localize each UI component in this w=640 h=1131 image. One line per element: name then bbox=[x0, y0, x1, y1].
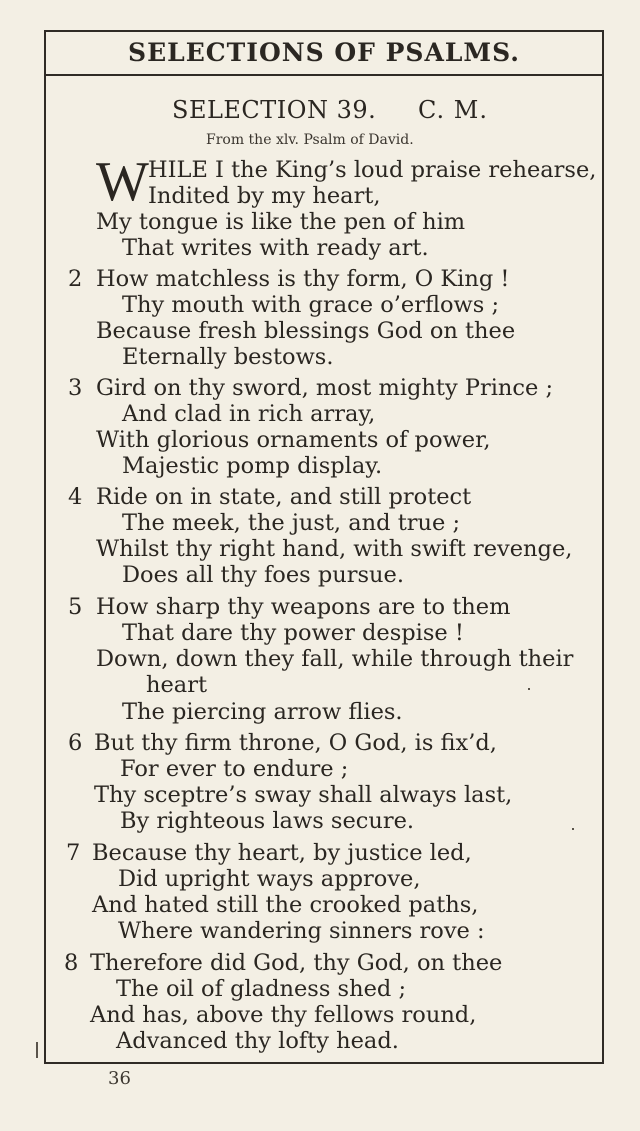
dropcap: W bbox=[96, 151, 149, 213]
verse-line: And has, above thy fellows round, bbox=[90, 1002, 477, 1028]
verse-line: For ever to endure ; bbox=[120, 756, 349, 782]
verse-line: That dare thy power despise ! bbox=[122, 620, 464, 646]
verse-line: The oil of gladness shed ; bbox=[116, 976, 407, 1002]
verse-line: With glorious ornaments of power, bbox=[96, 427, 491, 453]
page-number: 36 bbox=[108, 1068, 131, 1089]
verse-line: How sharp thy weapons are to them bbox=[96, 594, 511, 620]
verse-line: Gird on thy sword, most mighty Prince ; bbox=[96, 375, 554, 401]
verse-line: Therefore did God, thy God, on thee bbox=[90, 950, 503, 976]
stanza-number: 6 bbox=[68, 730, 83, 756]
verse-line: Eternally bestows. bbox=[122, 344, 334, 370]
verse-line: heart bbox=[146, 672, 208, 698]
stanza-number: 5 bbox=[68, 594, 83, 620]
ink-speck bbox=[572, 828, 574, 830]
meter-label: C. M. bbox=[418, 96, 488, 124]
verse-line: My tongue is like the pen of him bbox=[96, 209, 466, 235]
verse-line: Did upright ways approve, bbox=[118, 866, 421, 892]
selection-subtitle: From the xlv. Psalm of David. bbox=[206, 132, 414, 148]
ink-speck bbox=[36, 1042, 38, 1058]
verse-line: Whilst thy right hand, with swift revenge, bbox=[96, 536, 573, 562]
verse-line: Ride on in state, and still protect bbox=[96, 484, 472, 510]
verse-line: Does all thy foes pursue. bbox=[122, 562, 404, 588]
ink-speck bbox=[528, 688, 530, 690]
stanza-number: 3 bbox=[68, 375, 83, 401]
verse-line: Because thy heart, by justice led, bbox=[92, 840, 472, 866]
selection-title: SELECTION 39. bbox=[172, 96, 377, 124]
verse-line: Advanced thy lofty head. bbox=[116, 1028, 399, 1054]
verse-line: Where wandering sinners rove : bbox=[118, 918, 485, 944]
verse-line: And clad in rich array, bbox=[122, 401, 376, 427]
stanza-number: 2 bbox=[68, 266, 83, 292]
verse-line: How matchless is thy form, O King ! bbox=[96, 266, 510, 292]
verse-line: But thy firm throne, O God, is fix’d, bbox=[94, 730, 497, 756]
verse-line: Indited by my heart, bbox=[148, 183, 381, 209]
verse-line: Majestic pomp display. bbox=[122, 453, 383, 479]
verse-line: Down, down they fall, while through their bbox=[96, 646, 574, 672]
verse-line: Because fresh blessings God on thee bbox=[96, 318, 516, 344]
stanza-number: 7 bbox=[66, 840, 81, 866]
verse-line: By righteous laws secure. bbox=[120, 808, 415, 834]
verse-line: That writes with ready art. bbox=[122, 235, 429, 261]
verse-line: Thy mouth with grace o’erflows ; bbox=[122, 292, 500, 318]
verse-line: HILE I the King’s loud praise rehearse, bbox=[148, 157, 597, 183]
stanza-number: 4 bbox=[68, 484, 83, 510]
verse-line: The meek, the just, and true ; bbox=[122, 510, 461, 536]
verse-line: Thy sceptre’s sway shall always last, bbox=[94, 782, 513, 808]
verse-line: And hated still the crooked paths, bbox=[92, 892, 479, 918]
header-rule bbox=[44, 74, 604, 76]
verse-line: The piercing arrow flies. bbox=[122, 699, 403, 725]
stanza-number: 8 bbox=[64, 950, 79, 976]
running-head: SELECTIONS OF PSALMS. bbox=[128, 38, 520, 67]
